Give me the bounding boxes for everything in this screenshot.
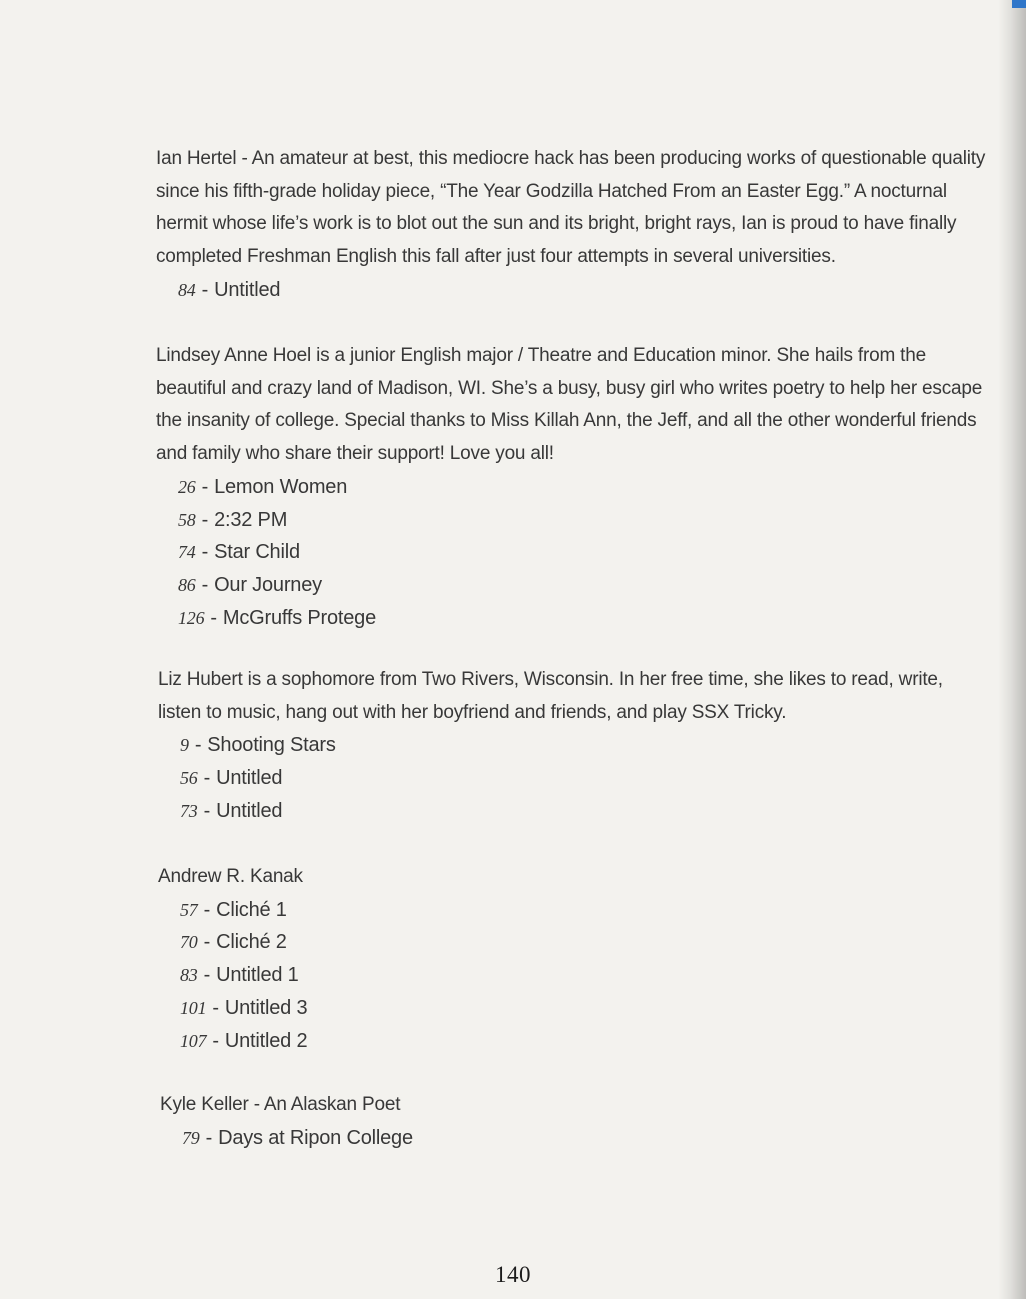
works-list	[160, 1122, 992, 1155]
work-title: Lemon Women	[214, 475, 348, 498]
contributor-entry	[158, 861, 990, 1057]
work-page-number: 86	[178, 574, 196, 595]
work-page-number: 79	[182, 1127, 200, 1148]
contributor-name: Andrew R. Kanak	[158, 866, 303, 887]
contributors-list	[156, 143, 988, 1149]
work-separator: -	[203, 767, 211, 790]
contributor-entry	[158, 664, 990, 828]
work-page-number: 57	[180, 899, 198, 920]
contributor-bio: Ian Hertel - An amateur at best, this mediocre hack has been producing works of questionable quality since his fifth-grade holiday piece, “The Year Godzilla Hatched From an Easter Egg.” A nocturnal hermit whose life’s work is to blot out the sun and its bright, bright rays, Ian is proud to have finally completed Freshman English this fall after just four attempts in several universities.	[156, 148, 986, 268]
page-number: 140	[495, 1262, 531, 1287]
work-title: Cliché 2	[216, 931, 287, 954]
work-title: Untitled	[216, 767, 283, 790]
work-item	[158, 926, 990, 959]
work-title: Untitled	[214, 278, 281, 301]
page-binding-shadow	[998, 0, 1026, 1299]
work-page-number: 73	[180, 800, 198, 821]
work-page-number: 70	[180, 932, 198, 953]
work-page-number: 107	[180, 1030, 207, 1051]
work-page-number: 126	[178, 607, 205, 628]
work-separator: -	[205, 1126, 213, 1149]
work-item	[156, 504, 988, 537]
work-title: Days at Ripon College	[218, 1126, 413, 1149]
work-page-number: 74	[178, 542, 196, 563]
work-separator: -	[210, 606, 217, 629]
work-separator: -	[201, 278, 209, 301]
work-item	[158, 762, 990, 795]
work-separator: -	[203, 898, 211, 921]
work-item	[156, 602, 988, 635]
work-separator: -	[203, 799, 211, 822]
work-item	[158, 729, 990, 762]
work-item	[158, 894, 990, 927]
work-separator: -	[212, 1029, 219, 1052]
work-separator: -	[201, 573, 209, 596]
works-list	[158, 729, 990, 827]
work-item	[156, 536, 988, 569]
work-item	[156, 471, 988, 504]
work-separator: -	[201, 475, 209, 498]
work-title: Untitled 2	[224, 1029, 308, 1052]
work-item	[156, 569, 988, 602]
page-edge-tab	[1012, 0, 1026, 8]
work-title: 2:32 PM	[214, 508, 288, 531]
work-page-number: 58	[178, 509, 196, 530]
contributor-entry	[156, 143, 988, 307]
work-page-number: 26	[178, 476, 196, 497]
contributor-bio: Kyle Keller - An Alaskan Poet	[160, 1094, 401, 1115]
work-item	[160, 1122, 992, 1155]
work-separator: -	[203, 964, 211, 987]
work-separator: -	[201, 508, 209, 531]
contributor-bio: Liz Hubert is a sophomore from Two Rivers, Wisconsin. In her free time, she likes to read, write, listen to music, hang out with her boyfriend and friends, and play SSX Tricky.	[158, 669, 943, 723]
work-title: Untitled 1	[216, 964, 299, 987]
work-separator: -	[212, 996, 219, 1019]
work-page-number: 56	[180, 768, 198, 789]
contributor-entry	[156, 340, 988, 634]
work-title: Untitled	[216, 799, 283, 822]
works-list	[158, 894, 990, 1058]
work-title: McGruffs Protege	[222, 606, 377, 629]
works-list	[156, 471, 988, 635]
works-list	[156, 274, 988, 307]
work-title: Our Journey	[214, 573, 322, 596]
work-page-number: 84	[178, 279, 196, 300]
work-separator: -	[194, 734, 202, 757]
work-item	[156, 274, 988, 307]
work-page-number: 83	[180, 965, 198, 986]
work-page-number: 9	[180, 735, 189, 756]
work-title: Untitled 3	[224, 996, 308, 1019]
work-separator: -	[201, 541, 209, 564]
work-item	[158, 959, 990, 992]
work-title: Cliché 1	[216, 898, 287, 921]
contributor-bio: Lindsey Anne Hoel is a junior English major / Theatre and Education minor. She hails from the beautiful and crazy land of Madison, WI. She’s a busy, busy girl who writes poetry to help her escape the insanity of college. Special thanks to Miss Killah Ann, the Jeff, and all the other wonderful friends and family who share their support! Love you all!	[156, 345, 983, 465]
work-item	[158, 992, 990, 1025]
work-title: Star Child	[214, 541, 300, 564]
work-title: Shooting Stars	[207, 734, 336, 757]
work-item	[158, 1025, 990, 1058]
contributor-entry	[160, 1089, 992, 1154]
work-page-number: 101	[180, 997, 207, 1018]
work-separator: -	[203, 931, 211, 954]
work-item	[158, 795, 990, 828]
